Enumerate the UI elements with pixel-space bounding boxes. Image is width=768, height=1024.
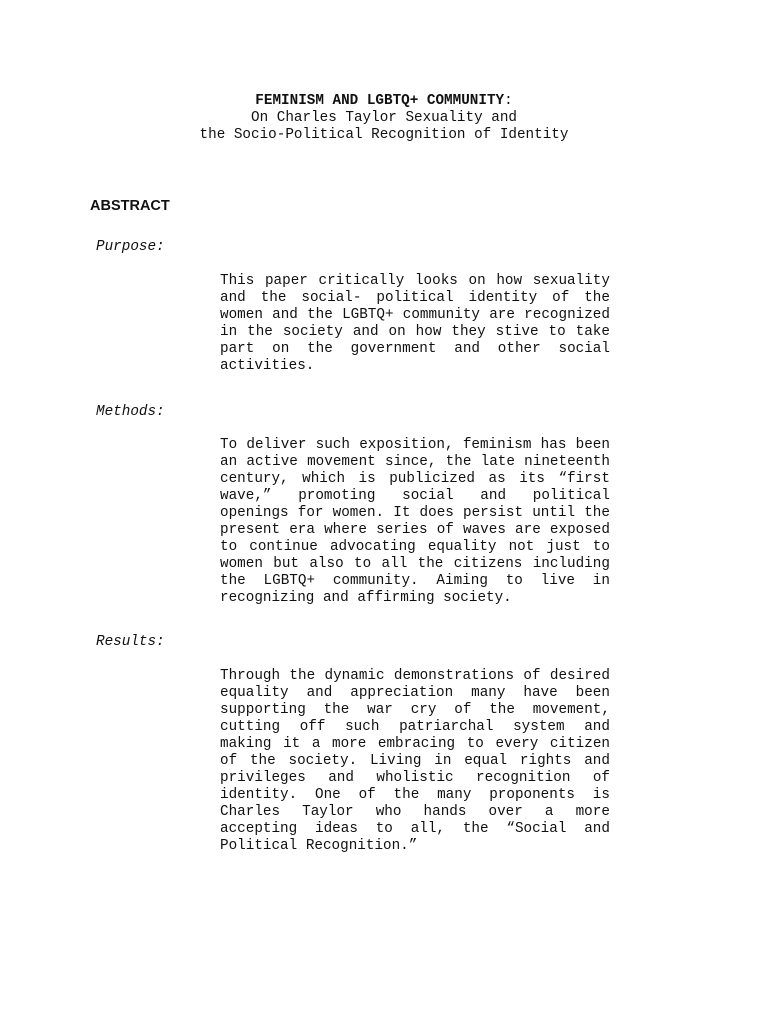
body-line: century, which is publicized as its “first <box>220 471 610 487</box>
body-line: recognizing and affirming society. <box>220 590 512 606</box>
body-line: To deliver such exposition, feminism has been <box>220 437 610 453</box>
body-line: Through the dynamic demonstrations of desired <box>220 668 610 684</box>
section-label-methods: Methods: <box>96 404 165 420</box>
title-block <box>0 93 768 144</box>
abstract-heading: ABSTRACT <box>90 198 170 214</box>
body-line: the LGBTQ+ community. Aiming to live in <box>220 573 610 589</box>
section-label-results: Results: <box>96 634 165 650</box>
section-body-methods <box>220 437 610 607</box>
body-line: openings for women. It does persist until the <box>220 505 610 521</box>
body-line: women and the LGBTQ+ community are recognized <box>220 307 610 323</box>
body-line: to continue advocating equality not just to <box>220 539 610 555</box>
title-colon: : <box>504 93 513 109</box>
title-line-1 <box>0 93 768 110</box>
section-label-purpose: Purpose: <box>96 239 165 255</box>
body-line: identity. One of the many proponents is <box>220 787 610 803</box>
body-line: privileges and wholistic recognition of <box>220 770 610 786</box>
body-line: present era where series of waves are exposed <box>220 522 610 538</box>
body-line: wave,” promoting social and political <box>220 488 610 504</box>
body-line: making it a more embracing to every citizen <box>220 736 610 752</box>
body-line: Political Recognition.” <box>220 838 418 854</box>
body-line: in the society and on how they stive to take <box>220 324 610 340</box>
title-main: FEMINISM AND LGBTQ+ COMMUNITY <box>255 93 505 109</box>
body-line: activities. <box>220 358 315 374</box>
body-line: and the social- political identity of the <box>220 290 610 306</box>
body-line: Charles Taylor who hands over a more <box>220 804 610 820</box>
body-line: part on the government and other social <box>220 341 610 357</box>
body-line: equality and appreciation many have been <box>220 685 610 701</box>
body-line: women but also to all the citizens including <box>220 556 610 572</box>
body-line: accepting ideas to all, the “Social and <box>220 821 610 837</box>
section-body-purpose <box>220 273 610 375</box>
subtitle-line-2: the Socio-Political Recognition of Identity <box>199 127 569 143</box>
section-body-results <box>220 668 610 855</box>
body-line: cutting off such patriarchal system and <box>220 719 610 735</box>
body-line: an active movement since, the late nineteenth <box>220 454 610 470</box>
body-line: of the society. Living in equal rights and <box>220 753 610 769</box>
body-line: supporting the war cry of the movement, <box>220 702 610 718</box>
body-line: This paper critically looks on how sexuality <box>220 273 610 289</box>
subtitle-line-1: On Charles Taylor Sexuality and <box>251 110 517 126</box>
